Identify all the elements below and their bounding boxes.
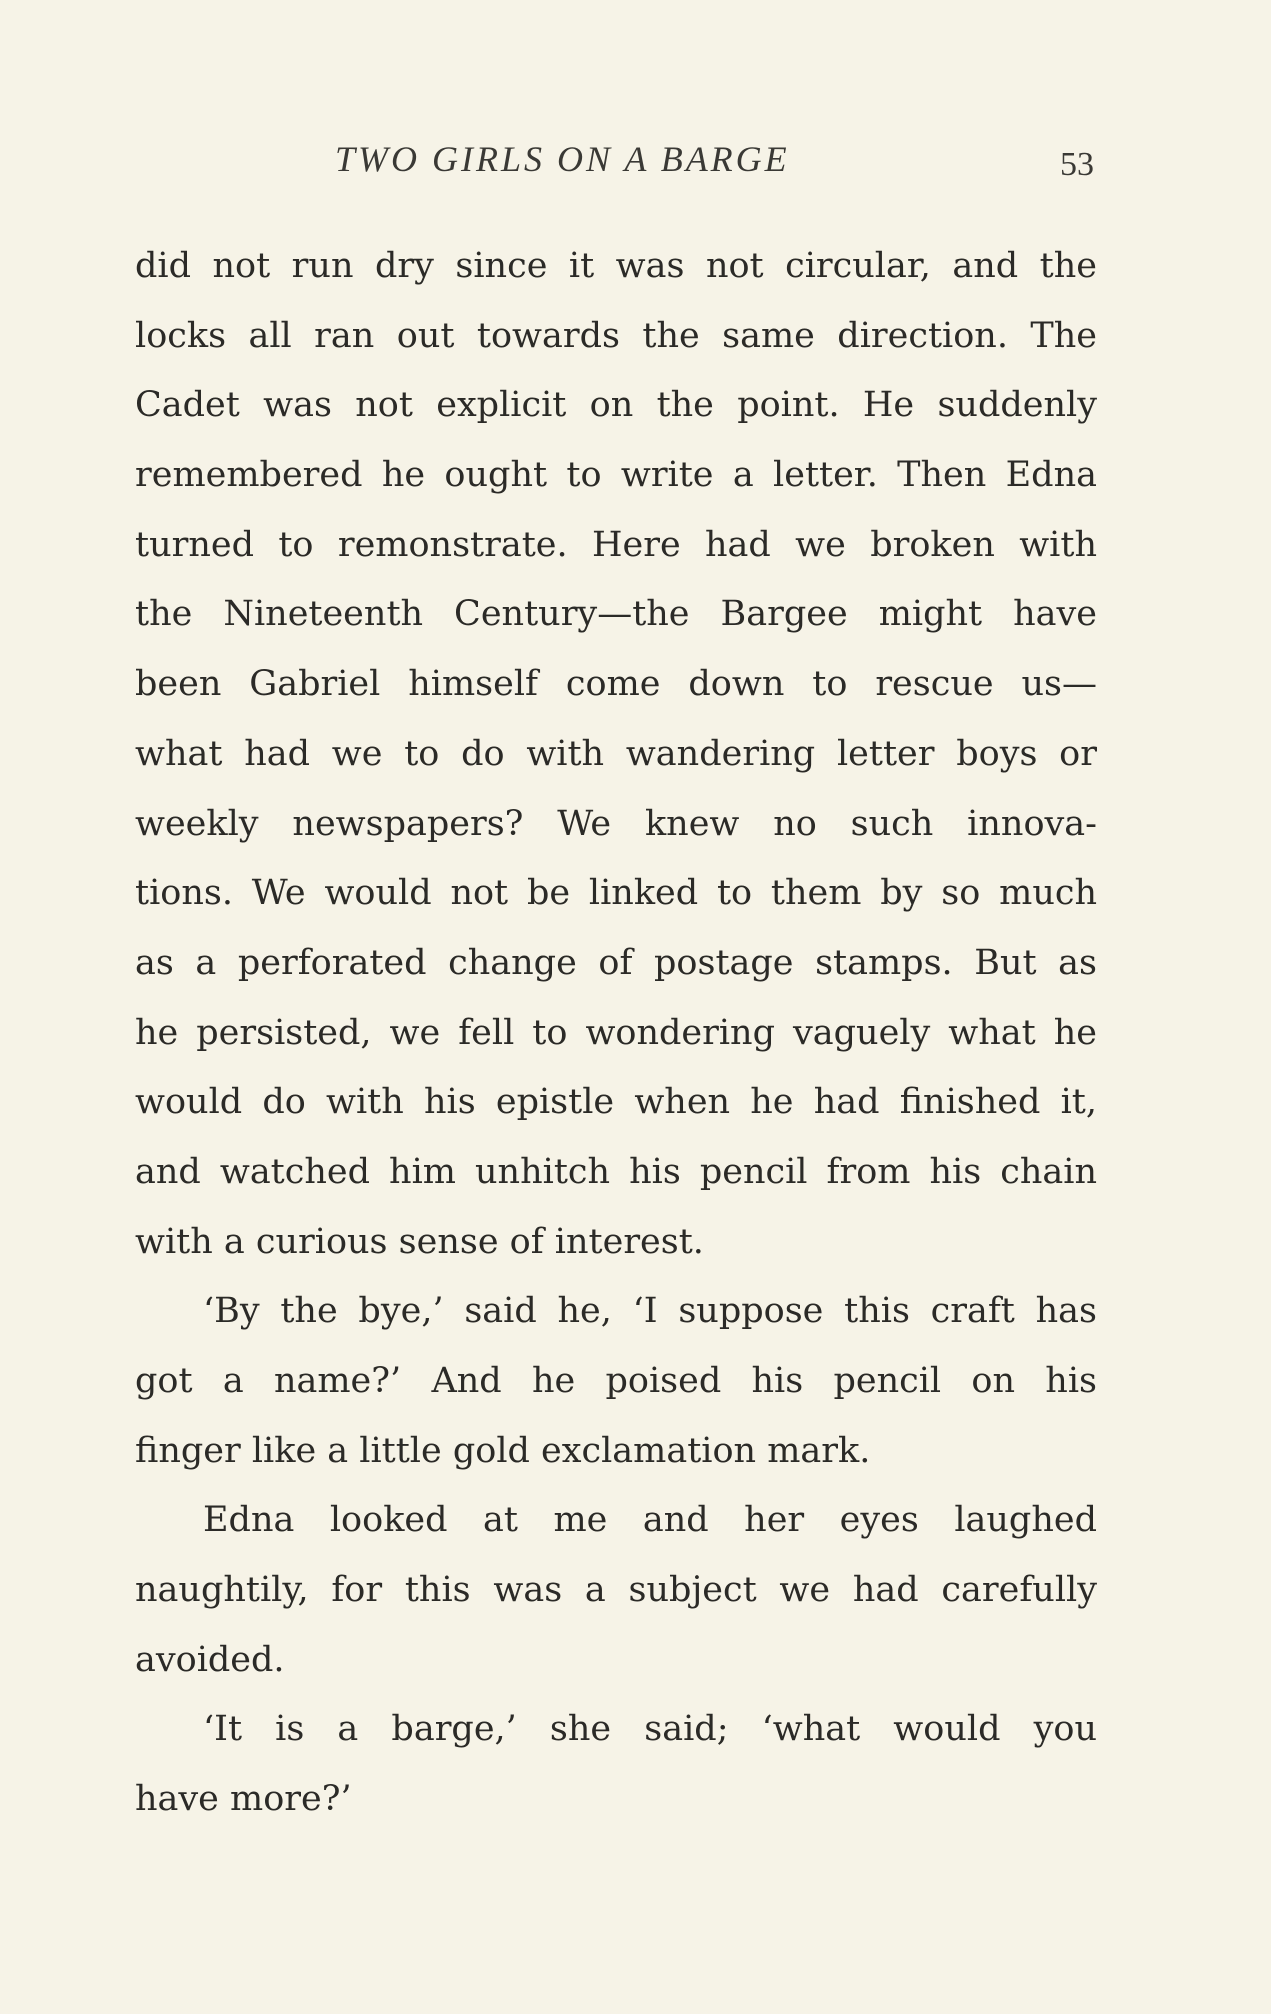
text-line: remembered he ought to write a letter. Then Edna [135,455,1097,496]
running-head [0,138,1271,198]
running-title: TWO GIRLS ON A BARGE [335,139,790,179]
text-line: with a curious sense of interest. [135,1221,704,1262]
text-line: did not run dry since it was not circular, and the [135,246,1097,286]
text-line: as a perforated change of postage stamps. But as [135,942,1097,983]
text-line: the Nineteenth Century—the Bargee might have [135,594,1097,635]
body-text [135,232,1097,1835]
text-line: ‘It is a barge,’ she said; ‘what would you [203,1709,1097,1750]
text-line: naughtily, for this was a subject we had carefully [135,1570,1097,1611]
text-line: avoided. [135,1639,285,1680]
page-number: 53 [1060,146,1094,183]
text-line: weekly newspapers? We knew no such innova- [135,803,1097,844]
text-line: locks all ran out towards the same direction. The [135,315,1097,356]
text-line: finger like a little gold exclamation mark. [135,1430,871,1471]
text-line: Edna looked at me and her eyes laughed [203,1500,1097,1541]
text-line: have more?’ [135,1779,352,1820]
text-line: been Gabriel himself come down to rescue us— [135,664,1097,705]
text-line: tions. We would not be linked to them by so much [135,873,1097,914]
text-line: would do with his epistle when he had finished it, [135,1082,1097,1123]
text-line: what had we to do with wandering letter boys or [135,733,1097,774]
text-line: and watched him unhitch his pencil from his chain [135,1151,1097,1192]
text-line: turned to remonstrate. Here had we broken with [135,524,1097,565]
text-line: Cadet was not explicit on the point. He suddenly [135,385,1097,426]
text-line: ‘By the bye,’ said he, ‘I suppose this craft has [203,1291,1097,1332]
text-line: he persisted, we fell to wondering vaguely what he [135,1012,1097,1053]
text-line: got a name?’ And he poised his pencil on his [135,1361,1097,1401]
